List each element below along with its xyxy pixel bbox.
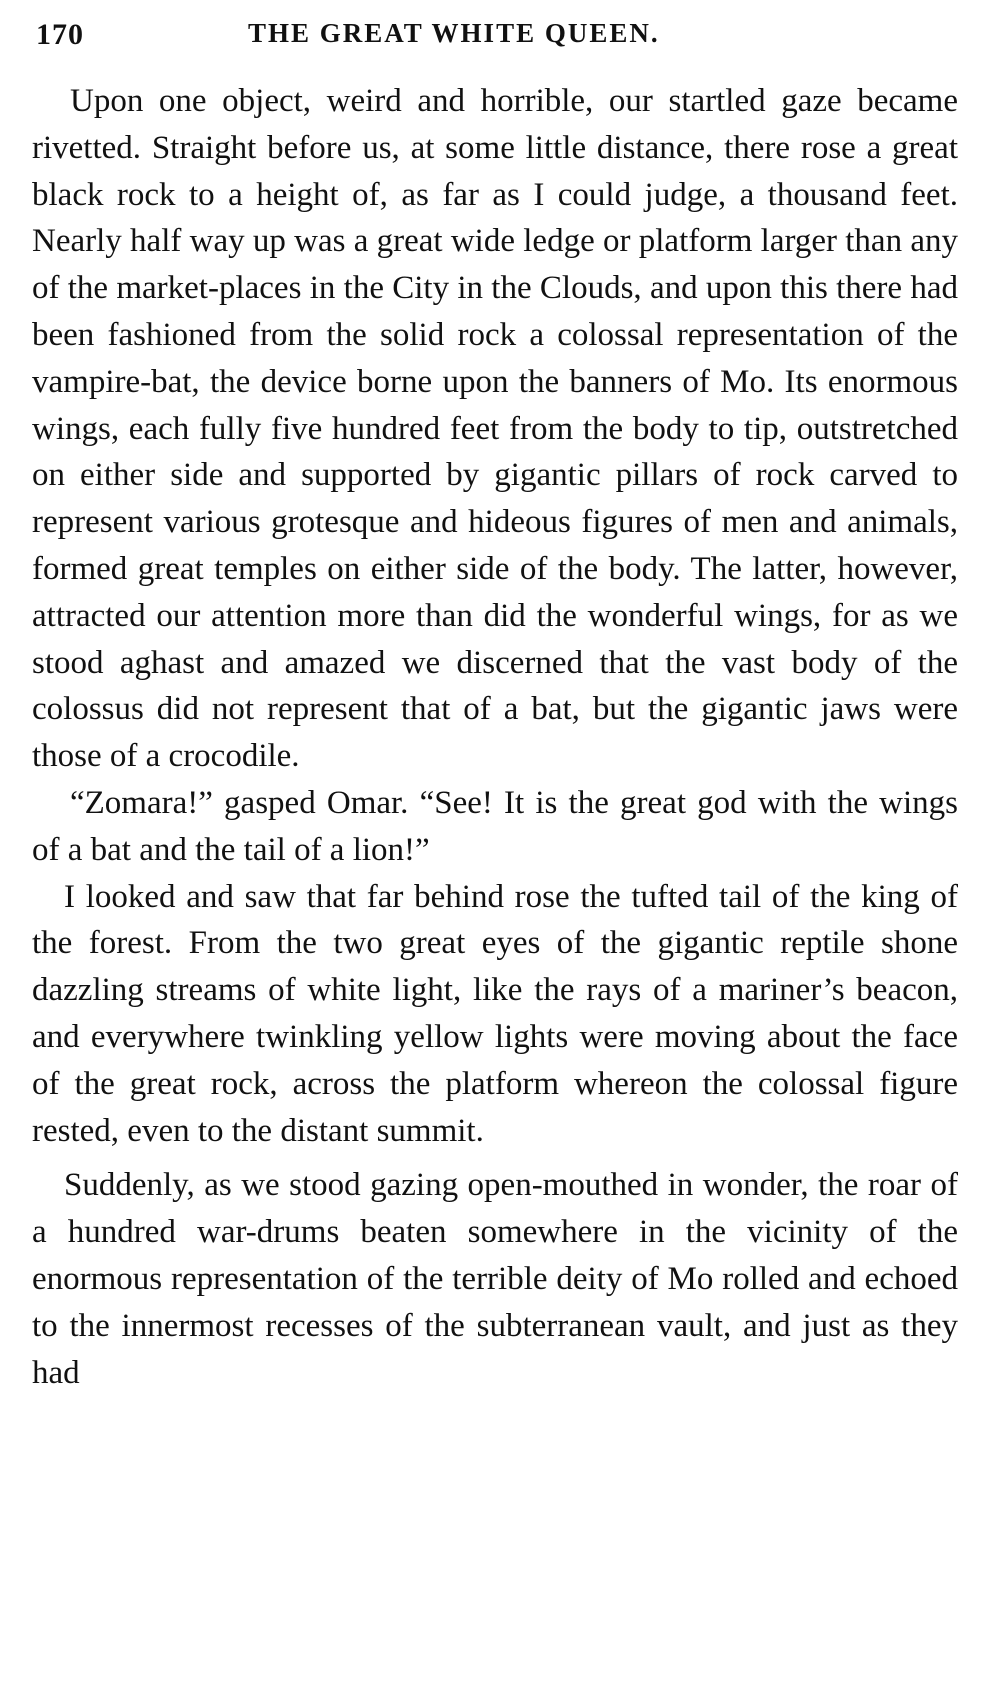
body-text — [32, 78, 958, 1396]
paragraph-2: “Zomara!” gasped Omar. “See! It is the great god with the wings of a bat and the tail of a lion!” — [32, 784, 958, 868]
page-number: 170 — [36, 18, 84, 51]
running-head: THE GREAT WHITE QUEEN. — [248, 18, 660, 48]
paragraph-4: Suddenly, as we stood gazing open-mouthed in wonder, the roar of a hundred war-drums beaten somewhere in the vicinity of the enormous representation of the terrible deity of Mo rolled and echoed to the innermost recesses of the subterranean vault, and just as they had — [32, 1167, 958, 1391]
paragraph-3: I looked and saw that far behind rose the tufted tail of the king of the forest. From the two great eyes of the gigantic reptile shone dazzling streams of white light, like the rays of a mariner’s beacon, and everywhere twinkling yellow lights were moving about the face of the great rock, across the platform whereon the colossal figure rested, even to the distant summit. — [32, 878, 958, 1149]
paragraph-1: Upon one object, weird and horrible, our startled gaze became rivetted. Straight before us, at some little distance, there rose a great black rock to a height of, as far as I could judge, a thousand feet. Nearly half way up was a great wide ledge or platform larger than any of the market-places in the City in the Clouds, and upon this there had been fashioned from the solid rock a colossal representation of the vampire-bat, the device borne upon the banners of Mo. Its enormous wings, each fully five hundred feet from the body to tip, outstretched on either side and supported by gigantic pillars of rock carved to represent various grotesque and hideous figures of men and animals, formed great temples on either side of the body. The latter, however, attracted our attention more than did the wonderful wings, for as we stood aghast and amazed we discerned that the vast body of the colossus did not represent that of a bat, but the gigantic jaws were those of a crocodile. — [32, 83, 958, 775]
page-header — [36, 18, 936, 58]
